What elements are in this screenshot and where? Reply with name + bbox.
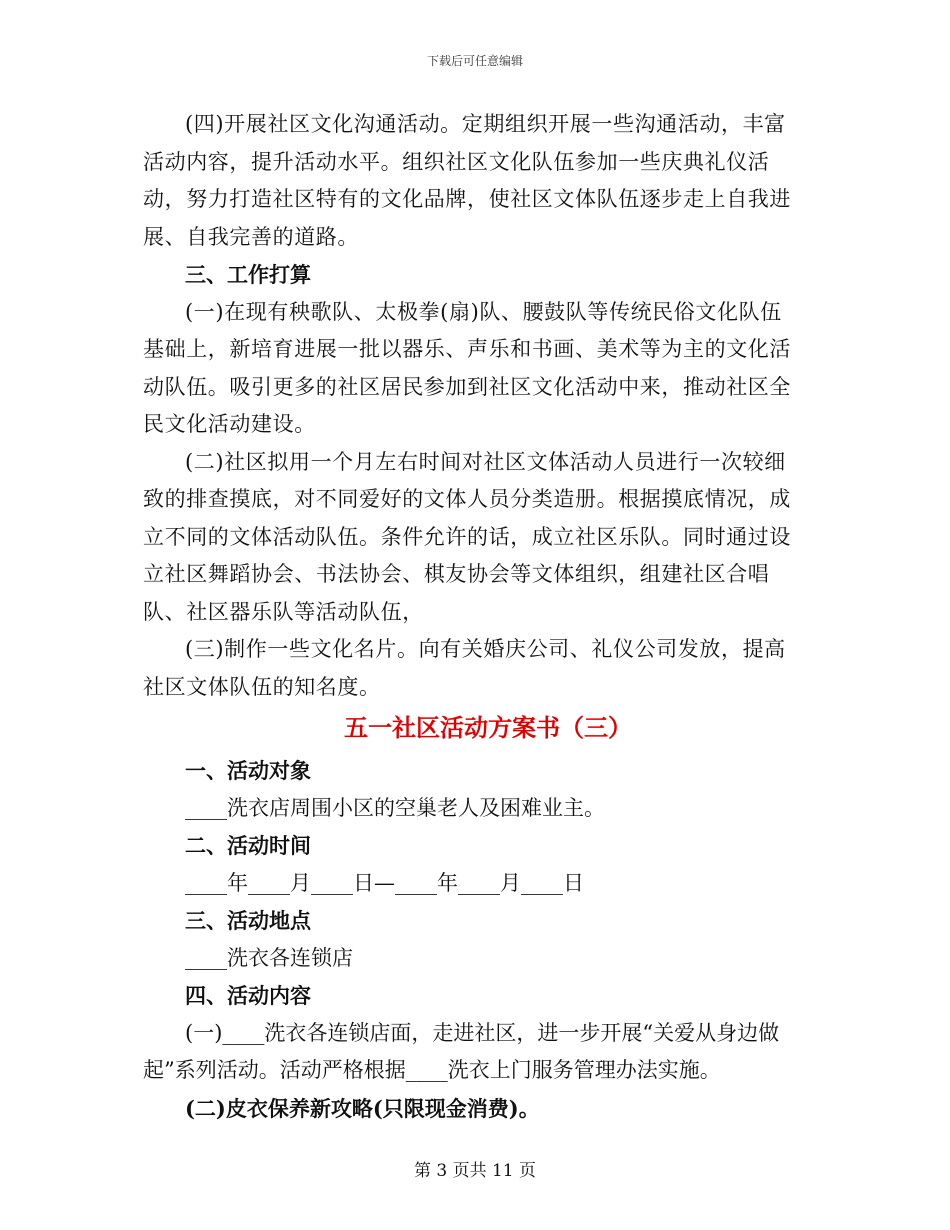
- section-heading-time: 二、活动时间: [185, 833, 311, 858]
- section-heading-work-plan: 三、工作打算: [185, 262, 311, 287]
- page-header-note: 下载后可任意编辑: [426, 54, 523, 68]
- subsection-heading-leather-care: (二)皮衣保养新攻略(只限现金消费)。: [185, 1095, 540, 1121]
- section-heading-location: 三、活动地点: [185, 908, 311, 933]
- paragraph-culture-exchange: (四)开展社区文化沟通活动。定期组织开展一些沟通活动，丰富活动内容，提升活动水平。组织社区文化队伍参加一些庆典礼仪活动，努力打造社区特有的文化品牌，使社区文体队伍逐步走上自我进展、自我完善的道路。: [143, 112, 791, 249]
- section-heading-content: 四、活动内容: [185, 983, 311, 1008]
- section-text-time: ____年____月____日—____年____月____日: [185, 870, 584, 895]
- section-text-target: ____洗衣店周围小区的空巢老人及困难业主。: [185, 795, 605, 820]
- section-text-location: ____洗衣各连锁店: [185, 945, 353, 970]
- page-number: 第 3 页共 11 页: [413, 1161, 537, 1181]
- section-heading-target: 一、活动对象: [185, 758, 311, 783]
- plan-title: 五一社区活动方案书（三）: [344, 713, 632, 742]
- paragraph-plan-2: (二)社区拟用一个月左右时间对社区文体活动人员进行一次较细致的排查摸底，对不同爱好的文体人员分类造册。根据摸底情况，成立不同的文体活动队伍。条件允许的话，成立社区乐队。同时通过设立社区舞蹈协会、书法协会、棋友协会等文体组织，组建社区合唱队、社区器乐队等活动队伍，: [143, 449, 791, 624]
- section-text-content: (一)____洗衣各连锁店面，走进社区，进一步开展“关爱从身边做起”系列活动。活动严格根据____洗衣上门服务管理办法实施。: [143, 1020, 780, 1082]
- paragraph-plan-1: (一)在现有秧歌队、太极拳(扇)队、腰鼓队等传统民俗文化队伍基础上，新培育进展一批以器乐、声乐和书画、美术等为主的文化活动队伍。吸引更多的社区居民参加到社区文化活动中来，推动社区全民文化活动建设。: [143, 299, 791, 436]
- paragraph-plan-3: (三)制作一些文化名片。向有关婚庆公司、礼仪公司发放，提高社区文体队伍的知名度。: [143, 637, 786, 699]
- document-body: [143, 106, 803, 1127]
